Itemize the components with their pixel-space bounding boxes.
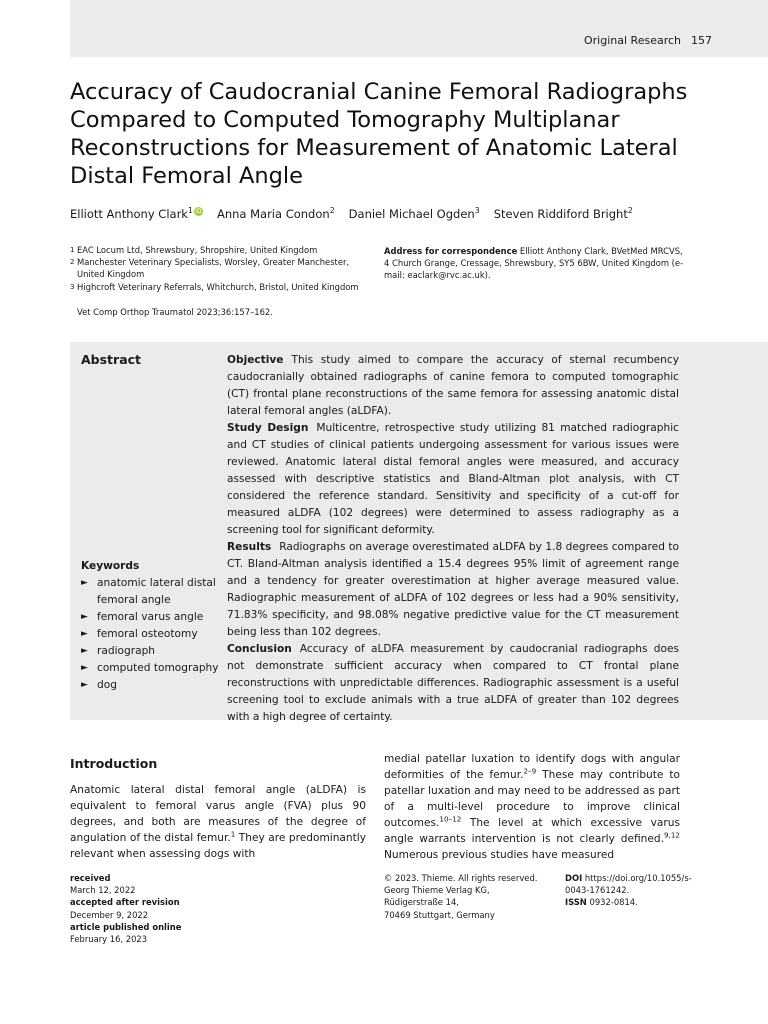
arrow-right-icon: ► [81, 680, 88, 690]
doi-block [565, 872, 705, 909]
body-text: The level at which excessive varus angle warrants intervention is not clearly defined. [384, 817, 680, 845]
copyright-line: Georg Thieme Verlag KG, [384, 885, 490, 896]
abstract-section [227, 352, 679, 420]
keyword-text[interactable]: anatomic lateral distal femoral angle [97, 577, 216, 606]
keywords-block [81, 558, 221, 694]
body-text: These may contribute to patellar luxation and may need to be addressed as part of a multi-level procedure to improve clinical outcomes. [384, 769, 681, 829]
affiliation-text: Manchester Veterinary Specialists, Worsley, Greater Manchester, United Kingdom [77, 257, 350, 280]
keyword-item[interactable] [81, 660, 221, 677]
date-value: December 9, 2022 [70, 909, 149, 920]
affiliation [70, 244, 370, 256]
introduction-heading: Introduction [70, 756, 158, 771]
keywords-heading: Keywords [81, 560, 140, 572]
abstract-section-text: Accuracy of aLDFA measurement by caudocranial radiographs does not demonstrate sufficient accuracy when compared to CT frontal plane reconstructions with unpredictable differences. Radiographic assessment is a useful screening tool to exclude animals with a true aLDFA of greater than 102 degrees with a high degree of certainty. [227, 643, 679, 723]
orcid-icon[interactable]: iD [195, 208, 202, 216]
affiliation-number: 3 [70, 282, 75, 291]
affiliations [70, 244, 370, 293]
affiliation-number: 1 [70, 246, 75, 254]
date-value: February 16, 2023 [70, 934, 148, 945]
citation: Vet Comp Orthop Traumatol 2023;36:157–162. [77, 307, 273, 317]
keyword-text[interactable]: dog [97, 679, 117, 691]
abstract-section-label: Results [227, 541, 272, 553]
author-affil-sup: 3 [474, 206, 480, 216]
author[interactable] [70, 207, 203, 221]
reference-citation[interactable]: 9,12 [663, 830, 680, 840]
article-title: Accuracy of Caudocranial Canine Femoral Radiographs Compared to Computed Tomography Multiplanar Reconstructions for Measurement of Anatomic Lateral Distal Femoral Angle [70, 79, 688, 189]
abstract-heading: Abstract [81, 352, 142, 367]
keyword-item[interactable] [81, 643, 221, 660]
body-text: medial patellar luxation to identify dogs with angular deformities of the femur. [384, 753, 680, 781]
correspondence-address [384, 245, 684, 282]
keywords-list [81, 575, 221, 694]
introduction-col1 [70, 782, 366, 862]
arrow-right-icon: ► [81, 578, 88, 588]
date-label: article published online [70, 921, 182, 932]
author-affil-sup: 2 [329, 206, 335, 216]
doi-link[interactable]: https://doi.org/10.1055/s-0043-1761242. [565, 873, 692, 896]
copyright-block [384, 872, 554, 921]
page-number: 157 [691, 34, 712, 47]
date-value: March 12, 2022 [70, 885, 136, 896]
abstract-section-text: Multicentre, retrospective study utilizing 81 matched radiographic and CT studies of clinical patients undergoing assessment for various issues were reviewed. Anatomic lateral distal femoral angles were measured, and accuracy assessed with descriptive statistics and Bland-Altman plot analysis, with CT considered the reference standard. Sensitivity and specificity of a cut-off for measured aLDFA (102 degrees) were determined to assess radiography as a screening tool for significant deformity. [227, 422, 679, 536]
body-text: Numerous previous studies have measured [384, 849, 615, 861]
date-label: accepted after revision [70, 897, 180, 908]
author-list [70, 207, 730, 221]
correspondence-text: Elliott Anthony Clark, BVetMed MRCVS, 4 Church Grange, Cressage, Shrewsbury, SY5 6BW, United Kingdom (e-mail: eaclark@rvc.ac.uk). [384, 246, 684, 281]
affiliation-number: 2 [70, 258, 75, 267]
abstract-section-text: This study aimed to compare the accuracy of sternal recumbency caudocranially obtained radiographs of canine femora to computed tomographic (CT) frontal plane reconstructions of the same femora for assessing anatomic distal lateral femoral angles (aLDFA). [227, 354, 679, 417]
keyword-item[interactable] [81, 626, 221, 643]
author-name[interactable]: Daniel Michael Ogden [348, 207, 475, 221]
keyword-item[interactable] [81, 575, 221, 609]
author-affil-sup: 1 [187, 206, 193, 216]
body-text: Anatomic lateral distal femoral angle (aLDFA) is equivalent to femoral varus angle (FVA) plus 90 degrees, and both are measures of the degree of angulation of the distal femur. [70, 784, 366, 844]
copyright-line: © 2023. Thieme. All rights reserved. [384, 873, 538, 883]
reference-citation[interactable]: 10–12 [439, 814, 462, 824]
affiliation [70, 281, 370, 293]
introduction-col2 [384, 751, 680, 863]
body-text: They are predominantly relevant when assessing dogs with [70, 832, 367, 860]
arrow-right-icon: ► [81, 663, 88, 673]
date-label: received [70, 873, 111, 883]
abstract-section-label: Study Design [227, 422, 309, 434]
keyword-item[interactable] [81, 677, 221, 694]
author[interactable] [494, 207, 633, 221]
arrow-right-icon: ► [81, 629, 88, 639]
copyright-line: Rüdigerstraße 14, [384, 897, 459, 908]
author-name[interactable]: Anna Maria Condon [216, 207, 330, 221]
affiliation [70, 256, 370, 280]
abstract-section-text: Radiographs on average overestimated aLDFA by 1.8 degrees compared to CT. Bland-Altman analysis identified a 15.4 degrees 95% limit of agreement range and a tendency for greater overestimation at higher average measured value. Radiographic measurement of aLDFA of 102 degrees or less had a 90% sensitivity, 71.83% specificity, and 98.08% negative predictive value for the CT measurement being less than 102 degrees. [227, 541, 679, 638]
arrow-right-icon: ► [81, 612, 88, 622]
abstract-section [227, 641, 679, 726]
issn-value: 0932-0814. [589, 897, 638, 908]
keyword-text[interactable]: femoral osteotomy [97, 628, 198, 640]
header-band [70, 0, 768, 57]
abstract-section [227, 539, 679, 641]
keyword-item[interactable] [81, 609, 221, 626]
correspondence-label: Address for correspondence [384, 246, 518, 256]
abstract-body [227, 352, 679, 726]
keyword-text[interactable]: radiograph [97, 645, 156, 657]
author-affil-sup: 2 [627, 206, 633, 216]
arrow-right-icon: ► [81, 646, 88, 656]
author-name[interactable]: Steven Riddiford Bright [493, 207, 628, 221]
reference-citation[interactable]: 2–9 [523, 766, 537, 776]
author-name[interactable]: Elliott Anthony Clark [70, 207, 188, 221]
article-dates [70, 872, 320, 945]
copyright-line: 70469 Stuttgart, Germany [384, 909, 495, 920]
section-label: Original Research [584, 34, 681, 47]
affiliation-text: EAC Locum Ltd, Shrewsbury, Shropshire, United Kingdom [77, 245, 318, 255]
author[interactable] [217, 207, 335, 221]
keyword-text[interactable]: computed tomography [97, 662, 219, 674]
abstract-section-label: Objective [227, 354, 284, 366]
affiliation-text: Highcroft Veterinary Referrals, Whitchurch, Bristol, United Kingdom [77, 281, 359, 292]
abstract-section-label: Conclusion [227, 643, 292, 655]
issn-label: ISSN [565, 897, 587, 908]
reference-citation[interactable]: 1 [230, 829, 236, 839]
keyword-text[interactable]: femoral varus angle [97, 611, 204, 623]
running-head [584, 34, 712, 47]
abstract-section [227, 420, 679, 539]
doi-label: DOI [565, 873, 583, 883]
author[interactable] [349, 207, 480, 221]
